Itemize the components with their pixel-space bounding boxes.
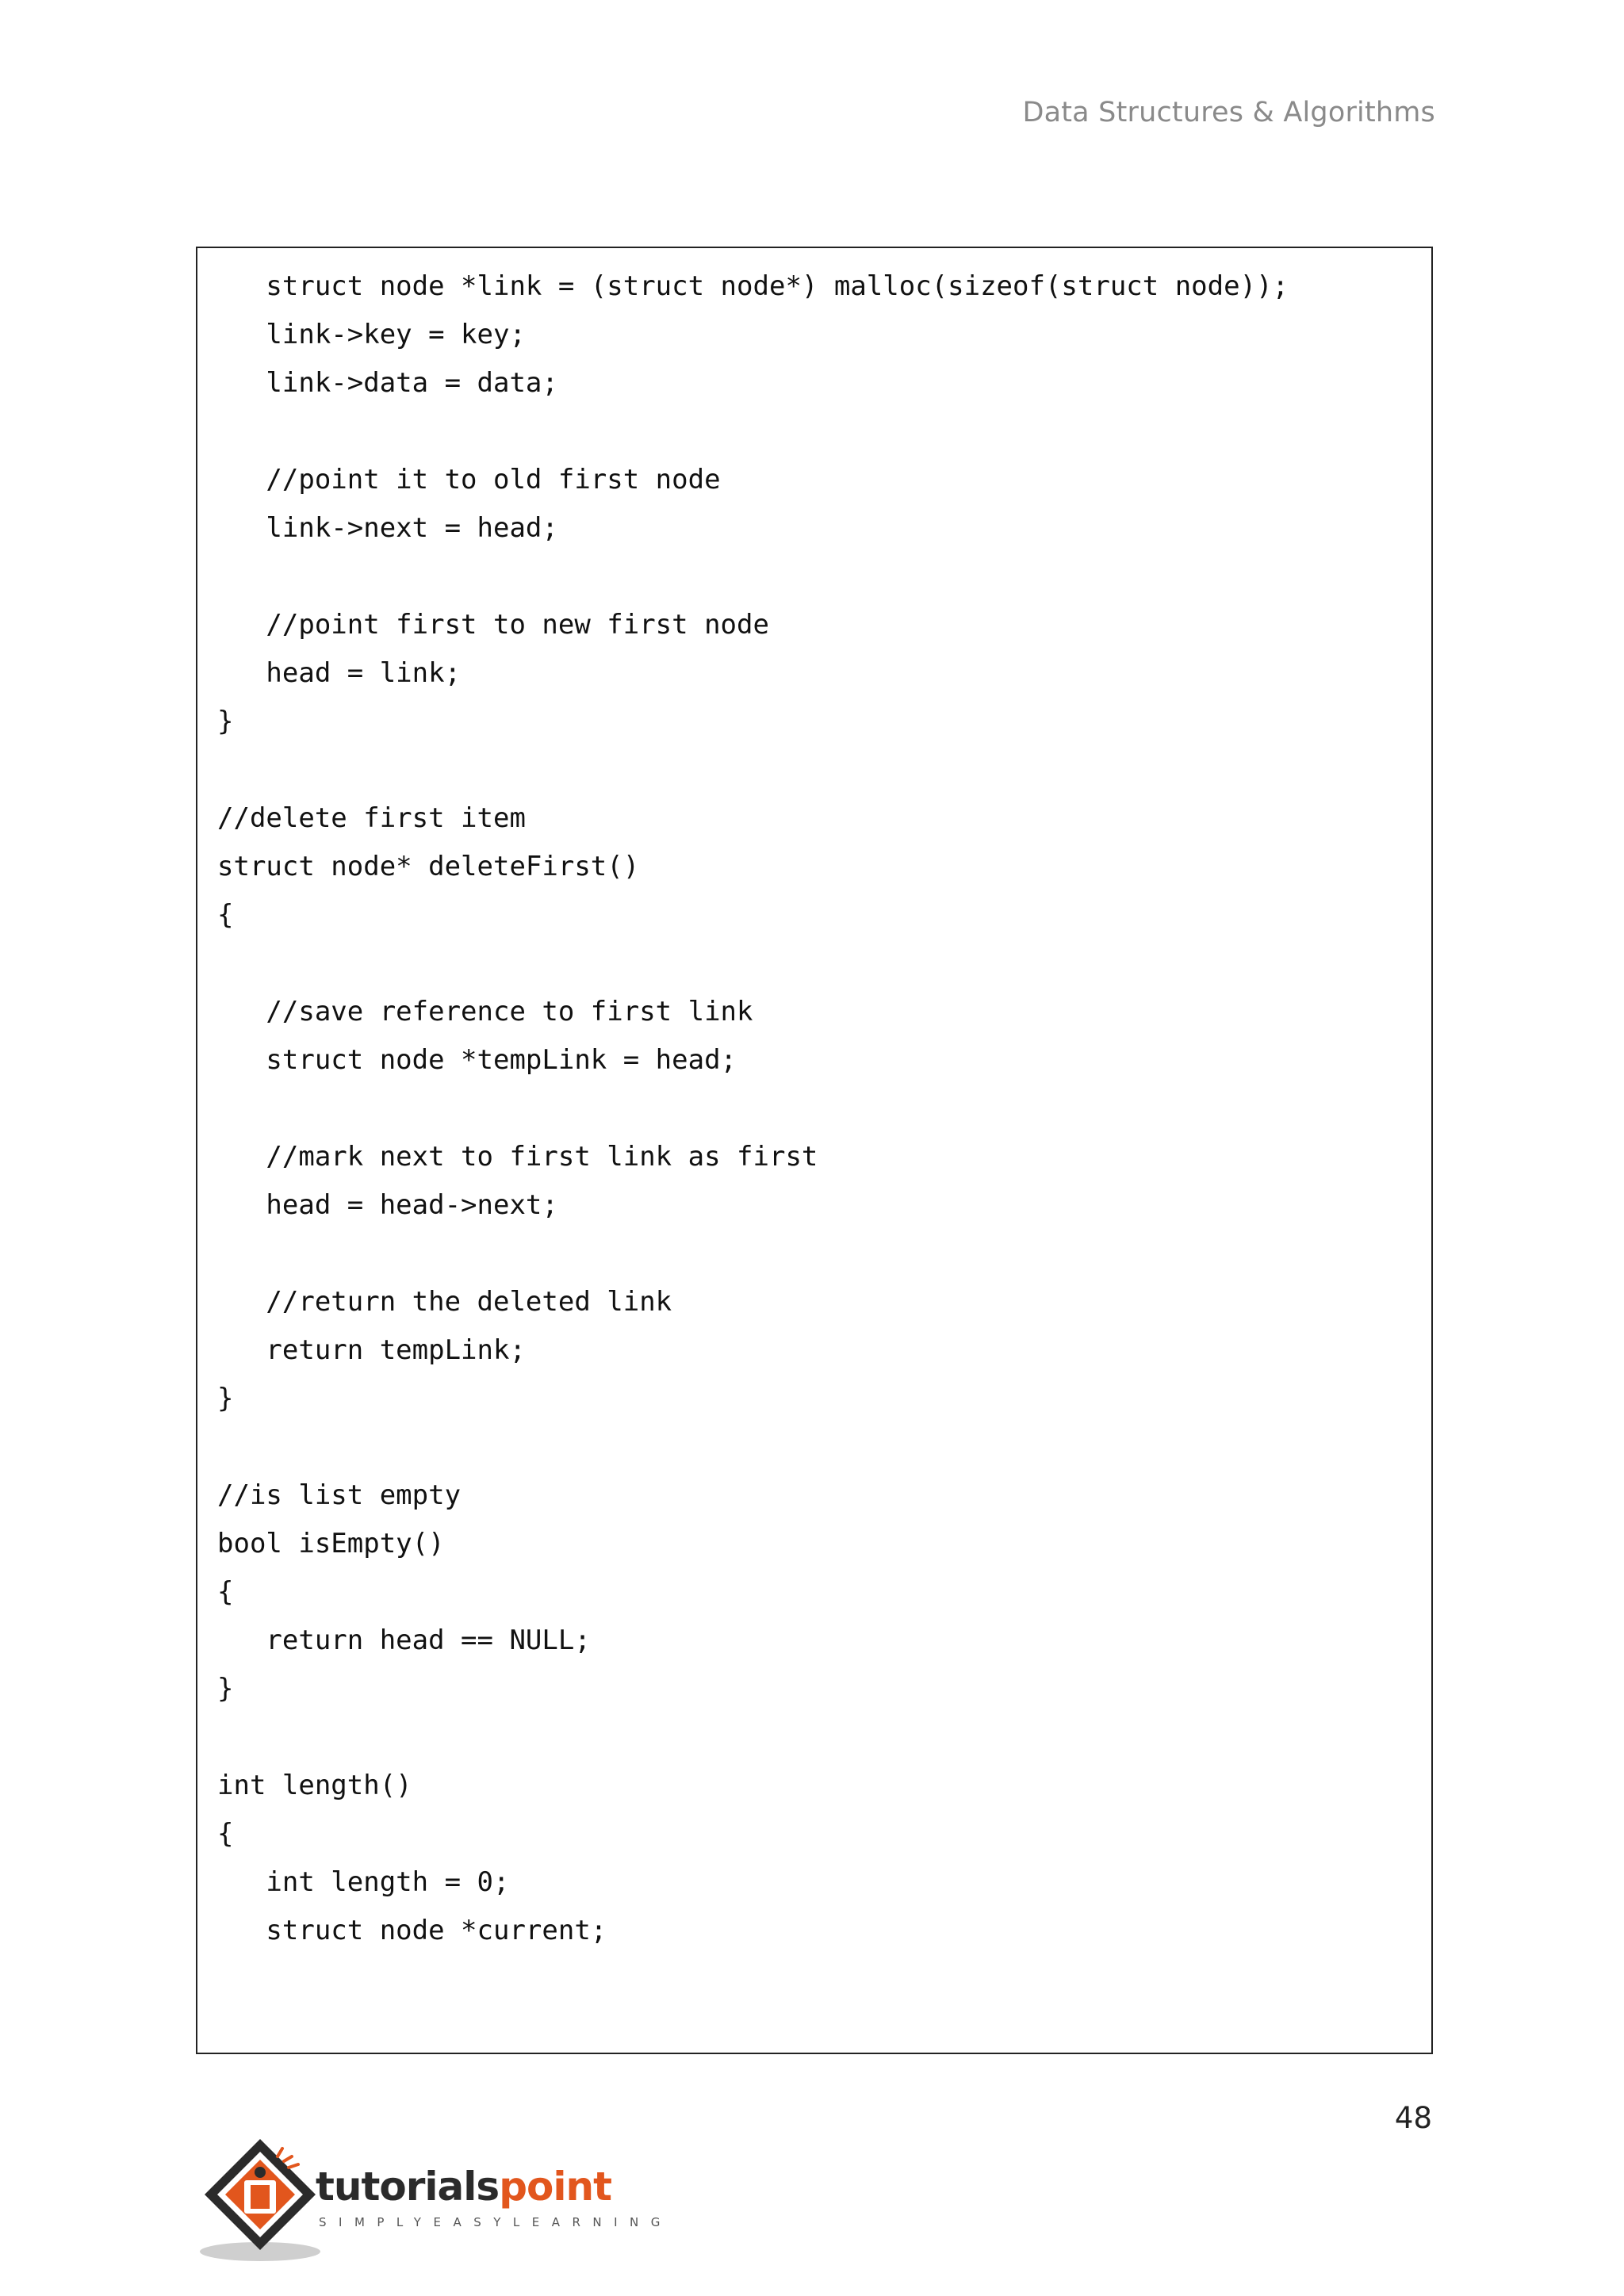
- logo-wordmark-dark: tutorials: [316, 2164, 500, 2210]
- code-line: head = head->next;: [217, 1189, 558, 1221]
- code-line: //point first to new first node: [217, 609, 769, 641]
- code-line: struct node *tempLink = head;: [217, 1044, 737, 1076]
- code-line: {: [217, 1576, 234, 1608]
- code-line: //mark next to first link as first: [217, 1141, 818, 1173]
- code-lines: [217, 262, 1289, 1955]
- code-line: //delete first item: [217, 802, 526, 834]
- code-line: }: [217, 1383, 234, 1414]
- logo-wordmark: [316, 2163, 611, 2210]
- code-line: {: [217, 1818, 234, 1850]
- code-line: {: [217, 899, 234, 931]
- code-line: head = link;: [217, 657, 462, 689]
- code-line: [217, 1230, 1289, 1278]
- code-line: [217, 1713, 1289, 1762]
- code-line: }: [217, 706, 234, 737]
- code-line: return tempLink;: [217, 1334, 526, 1366]
- logo-wordmark-accent: point: [499, 2164, 611, 2210]
- page-header-title: Data Structures & Algorithms: [1022, 97, 1435, 128]
- page-number: 48: [1394, 2101, 1432, 2135]
- code-line: int length = 0;: [217, 1866, 510, 1898]
- code-line: [217, 1423, 1289, 1471]
- code-line: }: [217, 1673, 234, 1705]
- code-line: [217, 746, 1289, 794]
- code-block: [196, 247, 1433, 2054]
- code-line: struct node *current;: [217, 1915, 607, 1946]
- code-line: link->key = key;: [217, 319, 526, 350]
- code-line: struct node* deleteFirst(): [217, 851, 640, 882]
- tutorialspoint-logo-icon: [195, 2133, 322, 2267]
- code-line: struct node *link = (struct node*) malloc(sizeof(struct node));: [217, 270, 1289, 302]
- code-line: //return the deleted link: [217, 1286, 672, 1318]
- code-line: //save reference to first link: [217, 996, 753, 1027]
- code-line: link->next = head;: [217, 512, 558, 544]
- code-line: [217, 553, 1289, 601]
- code-line: [217, 408, 1289, 456]
- code-line: //point it to old first node: [217, 464, 721, 496]
- logo-tagline: SIMPLYEASYLEARNING: [319, 2215, 672, 2229]
- code-line: link->data = data;: [217, 367, 558, 399]
- code-line: bool isEmpty(): [217, 1528, 445, 1559]
- code-line: return head == NULL;: [217, 1624, 591, 1656]
- code-line: int length(): [217, 1770, 412, 1801]
- code-line: [217, 1085, 1289, 1133]
- code-line: //is list empty: [217, 1479, 462, 1511]
- code-line: [217, 939, 1289, 988]
- tutorialspoint-logo: [195, 2133, 672, 2267]
